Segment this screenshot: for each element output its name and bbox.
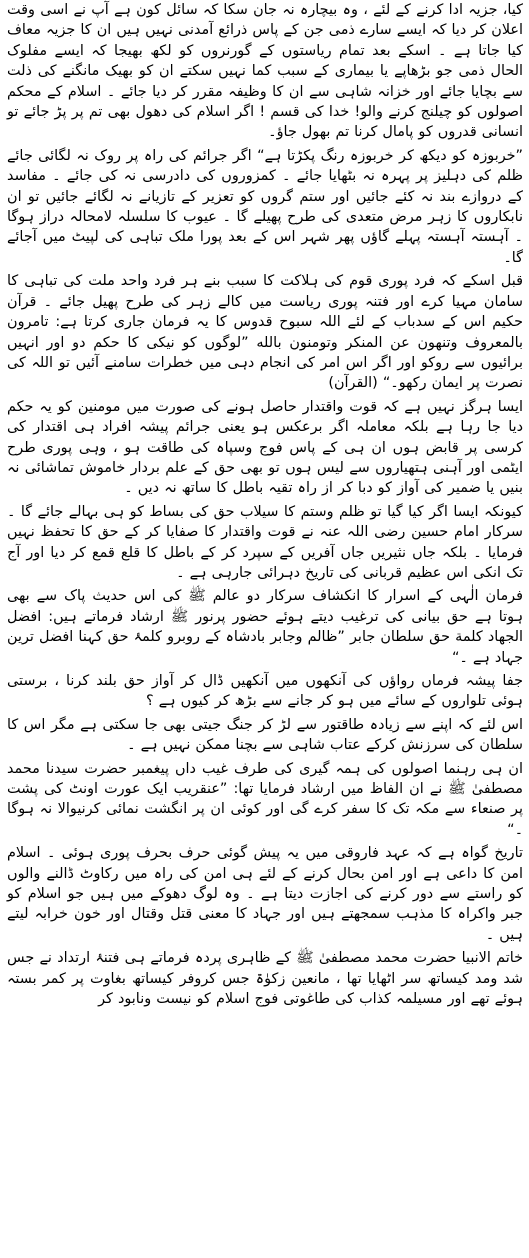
paragraph-2: ”خربوزہ کو دیکھ کر خربوزہ رنگ پکڑتا ہے“ اگر جرائم کی راہ پر روک نہ لگائی جائے ظلم کی دہلیز پر پہرہ نہ بٹھایا جائے ۔ کمزوروں کی دادرسی نہ کی جائے ۔ مفاسد کے دروازے بند نہ کئے جائیں اور ستم گروں کو تعزیر کے تازیانے نہ لگائے جائیں تو ان نابکاروں کا زہر مرض متعدی کی طرح پھیلے گا ۔ عیوب کا سلسلہ لامحالہ دراز ہوگا ۔ آہستہ آہستہ پہلے گاؤں پھر شہر اس کے بعد پورا ملک تباہی کی لپیٹ میں آجائے گا۔ <box>7 147 523 266</box>
paragraph-8: اس لئے کہ اپنے سے زیادہ طاقتور سے لڑ کر جنگ جیتی بھی جا سکتی ہے مگر اس کا سلطان کی سرزنش کرکے عتاب شاہی سے بچنا ممکن نہیں ہے ۔ <box>7 716 523 754</box>
paragraph-11: خاتم الانبیا حضرت محمد مصطفیٰ ﷺ کے ظاہری پردہ فرماتے ہی فتنۂ ارتداد نے جس شد ومد کیساتھ سر اٹھایا تھا ، مانعین زکوٰۃ جس کروفر کیساتھ بغاوت پر کمر بستہ ہوئے تھے اور مسیلمہ کذاب کی طاغوتی فوج اسلام کو نیست ونابود کر <box>7 950 523 1008</box>
paragraph-4: ایسا ہرگز نہیں ہے کہ قوت واقتدار حاصل ہونے کی صورت میں مومنین کو یہ حکم دیا جا رہا ہے بلکہ معاملہ اگر برعکس ہو یعنی جرائم پیشہ افراد ہی اقتدار کی کرسی پر قابض ہوں ان ہی کے پاس فوج وسپاہ کی طاقت ہو ، وہی پوری طرح ایٹمی اور آہنی ہتھیاروں سے لیس ہوں تو بھی حق کے علم بردار خاموش تماشائی نہ بنیں یا ضمیر کی آواز کو دبا کر از راہ تقیہ باطل کا ساتھ نہ دیں ۔ <box>7 398 523 497</box>
paragraph-5: کیونکہ ایسا اگر کیا گیا تو ظلم وستم کا سیلاب حق کی بساط کو ہی بہالے جائے گا ۔ سرکار امام حسین رضی اللہ عنہ نے قوت واقتدار کا صفایا کر کے حق کا تحفظ نہیں فرمایا ۔ بلکہ جاں نثیریں جاں آفریں کے سپرد کر کے باطل کا قلع قمع کر دیا اور آج تک انکی اس عظیم قربانی کی تاریخ دہرائی جارہی ہے ۔ <box>7 503 523 581</box>
paragraph-9: ان ہی رہنما اصولوں کی ہمہ گیری کی طرف غیب داں پیغمبر حضرت سیدنا محمد مصطفیٰ ﷺ نے ان الفاظ میں ارشاد فرمایا تھا: ”عنقریب ایک عورت اونٹ کی پشت پر صنعاء سے مکہ تک کا سفر کرے گی اور کوئی ان پر انگشت نمائی کرنیوالا نہ ہوگا ۔“ <box>7 760 523 838</box>
paragraph-6: فرمان الٰہی کے اسرار کا انکشاف سرکار دو عالم ﷺ کی اس حدیث پاک سے بھی ہوتا ہے حق بیانی کی ترغیب دیتے ہوئے حضور پرنور ﷺ ارشاد فرماتے ہیں: افضل الجهاد كلمة حق سلطان جابر ”ظالم وجابر بادشاہ کے روبرو کلمۂ حق کہنا افضل ترین جہاد ہے ۔“ <box>7 588 523 666</box>
paragraph-10: تاریخ گواہ ہے کہ عہد فاروقی میں یہ پیش گوئی حرف بحرف پوری ہوئی ۔ اسلام امن کا داعی ہے اور امن بحال کرنے کے لئے ہی امن کی راہ میں رکاوٹ ڈالنے والوں کو راستے سے دور کرنے کی اجازت دیتا ہے ۔ وہ لوگ دھوکے میں ہیں جو اسلام کو جبر واکراہ کا مذہب سمجھتے ہیں اور جہاد کا معنی قتل وقتال اور خون خرابہ لیتے ہیں ۔ <box>7 845 523 943</box>
paragraph-1: کیا، جزیہ ادا کرنے کے لئے ، وہ بیچارہ نہ جان سکا کہ سائل کون ہے آپ نے اسی وقت اعلان کر دیا کہ ایسے سارے ذمی جن کے پاس ذرائع آمدنی نہیں ہیں ان کا جزیہ معاف کیا جاتا ہے ۔ اسکے بعد تمام ریاستوں کے گورنروں کو لکھ بھیجا کہ ایسے مفلوک الحال ذمی جو بڑھاپے یا بیماری کے سبب کما نہیں سکتے ان کو بھیک مانگنے کی ذلت سے بچایا جائے اور خزانہ شاہی سے ان کا وظیفہ مقرر کر دیا جائے ۔ اسلام کے محکم اصولوں کو چیلنج کرنے والو! خدا کی قسم ! اگر اسلام کی دھول بھی تم پر پڑ جائے تو انسانی قدروں کو پامال کرنا تم بھول جاؤ۔ <box>7 2 523 141</box>
paragraph-7: جفا پیشہ فرماں رواؤں کی آنکھوں میں آنکھیں ڈال کر آواز حق بلند کرنا ، برستی ہوئی تلواروں کے سائے میں ہو کر جانے سے بڑھ کر کیوں ہے ؟ <box>7 673 523 710</box>
paragraph-3: قبل اسکے کہ فرد پوری قوم کی ہلاکت کا سبب بنے ہر فرد واحد ملت کی تباہی کا سامان مہیا کرے اور فتنہ پوری ریاست میں کالے زہر کی طرح پھیل جائے ۔ قرآن حکیم اس کے سدباب کے لئے اللہ سبوح قدوس کا یہ فرمان جاری کرتا ہے: تامرون بالمعروف وتنهون عن المنكر وتومنون بالله ”لوگوں کو نیکی کا حکم دو اور انہیں برائیوں سے روکو اور اگر اس امر کی انجام دہی میں خطرات سامنے آئیں تو اللہ کی نصرت پر ایمان رکھو۔“ (القرآن) <box>7 273 523 392</box>
